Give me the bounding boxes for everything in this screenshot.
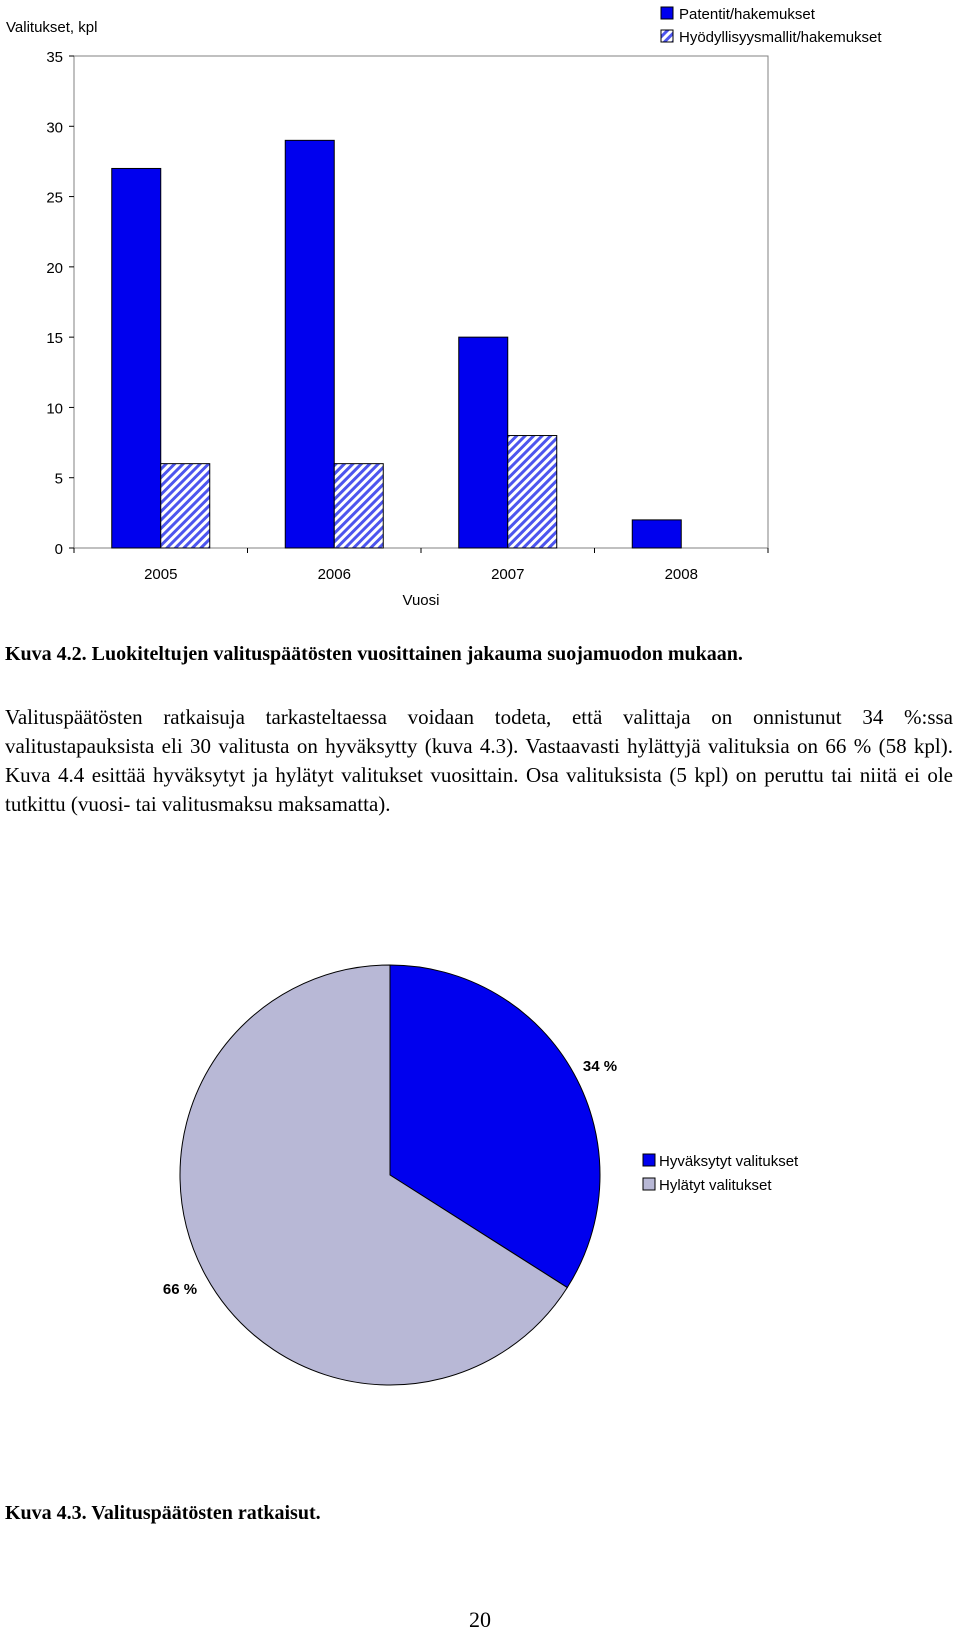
y-tick-label: 5 [54,470,63,488]
y-tick-label: 10 [46,400,63,418]
bar-patentit-2007 [459,337,508,548]
bar-chart [0,0,960,620]
y-tick-label: 35 [46,49,63,66]
y-tick-label: 25 [46,189,63,207]
body-paragraph: Valituspäätösten ratkaisuja tarkasteltaessa voidaan todeta, että valittaja on onnistunut 34 %:ssa valitustapauksista eli 30 valitusta on hyväksytty (kuva 4.3). Vastaavasti hylättyjä valituksia on 66 % (58 kpl). Kuva 4.4 esittää hyväksytyt ja hylätyt valitukset vuosittain. Osa valituksista (5 kpl) on peruttu tai niitä ei ole tutkittu (vuosi- tai valitusmaksu maksamatta). [5,705,953,816]
legend-label-hylatyt: Hylätyt valitukset [659,1177,772,1194]
bar-patentit-2006 [285,140,334,548]
y-tick-label: 20 [46,259,63,277]
x-axis-title: Vuosi [402,592,440,609]
y-tick-label: 15 [46,330,63,348]
x-tick-label: 2006 [317,566,351,583]
legend-swatch-hyvaksytyt [643,1154,655,1166]
legend-swatch-1 [661,7,673,19]
x-tick-label: 2008 [664,566,698,583]
figure-caption-4-3: Kuva 4.3. Valituspäätösten ratkaisut. [5,1502,321,1524]
legend-swatch-hylatyt [643,1178,655,1190]
bar-patentit-2008 [632,520,681,548]
bar-patentit-2005 [112,168,161,548]
pie-chart [0,940,960,1410]
legend-swatch-2 [661,30,673,42]
legend-label-2: Hyödyllisyysmallit/hakemukset [679,29,882,46]
bar-hyodyllisyysmallit-2005 [161,464,210,548]
figure-caption-4-2: Kuva 4.2. Luokiteltujen valituspäätösten vuosittainen jakauma suojamuodon mukaan. [5,643,743,665]
legend-label-1: Patentit/hakemukset [679,6,815,23]
y-axis-title: Valitukset, kpl [6,19,98,36]
pie-data-label: 34 % [582,1058,618,1075]
x-tick-label: 2007 [491,566,525,583]
y-tick-label: 30 [46,119,63,137]
bar-hyodyllisyysmallit-2007 [508,436,557,548]
x-tick-label: 2005 [144,566,178,583]
pie-data-label: 66 % [162,1281,198,1298]
y-tick-label: 0 [54,541,63,558]
bar-hyodyllisyysmallit-2006 [334,464,383,548]
legend-label-hyvaksytyt: Hyväksytyt valitukset [659,1153,799,1170]
page-number: 20 [469,1607,491,1632]
